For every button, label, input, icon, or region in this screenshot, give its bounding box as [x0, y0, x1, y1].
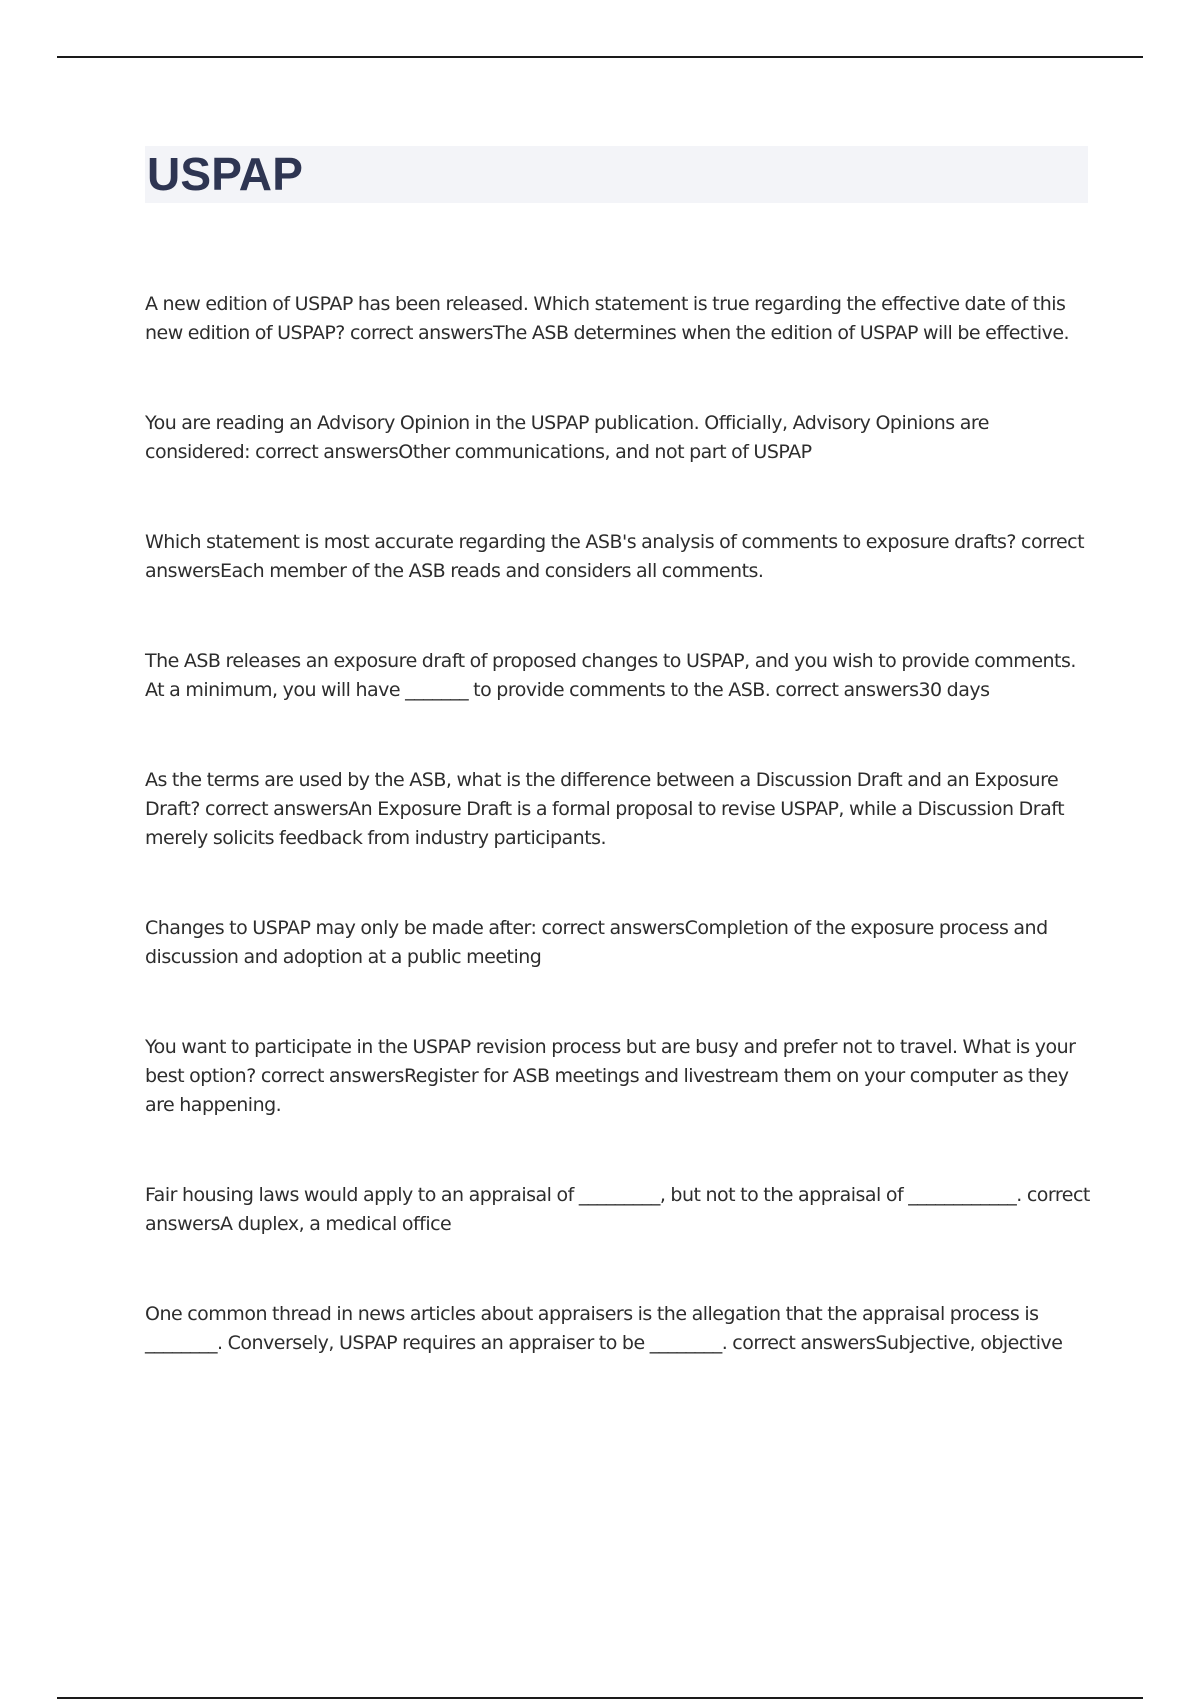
answer-text: Other communications, and not part of USPAP: [398, 441, 812, 463]
question-text: Changes to USPAP may only be made after:: [145, 917, 537, 939]
page-title: USPAP: [147, 148, 304, 200]
answer-label: correct answers: [260, 1065, 404, 1087]
answer-text: Completion of the exposure process and discussion and adoption at a public meeting: [145, 917, 1048, 968]
title-band: [145, 146, 1088, 203]
qa-item-9: [145, 1300, 1090, 1358]
qa-item-1: [145, 290, 1090, 348]
question-text: As the terms are used by the ASB, what is the difference between a Discussion Draft and an Exposure Draft?: [145, 769, 1059, 820]
answer-text: 30 days: [918, 679, 990, 701]
answer-label: correct answers: [541, 917, 685, 939]
question-text: One common thread in news articles about appraisers is the allegation that the appraisal process is ________. Conversely, USPAP requires an appraiser to be ________.: [145, 1303, 1039, 1354]
answer-label: correct answers: [145, 531, 1085, 582]
qa-item-5: [145, 766, 1090, 853]
question-text: You want to participate in the USPAP revision process but are busy and prefer not to travel. What is your best option?: [145, 1036, 1076, 1087]
answer-label: correct answers: [255, 441, 399, 463]
answer-label: correct answers: [775, 679, 919, 701]
answer-label: correct answers: [732, 1332, 876, 1354]
answer-text: Subjective, objective: [875, 1332, 1063, 1354]
question-text: The ASB releases an exposure draft of proposed changes to USPAP, and you wish to provide comments. At a minimum, you will have _______ to provide comments to the ASB.: [145, 650, 1076, 701]
qa-item-8: [145, 1181, 1090, 1239]
qa-item-2: [145, 409, 1090, 467]
answer-label: correct answers: [205, 798, 349, 820]
answer-text: Register for ASB meetings and livestream them on your computer as they are happening.: [145, 1065, 1069, 1116]
answer-label: correct answers: [145, 1184, 1090, 1235]
answer-label: correct answers: [349, 322, 494, 344]
qa-item-7: [145, 1033, 1090, 1120]
question-text: Which statement is most accurate regarding the ASB's analysis of comments to exposure drafts?: [145, 531, 1016, 553]
top-rule: [57, 56, 1143, 58]
question-text: A new edition of USPAP has been released. Which statement is true regarding the effective date of this new edition of USPAP?: [145, 293, 1066, 344]
answer-text: A duplex, a medical office: [220, 1213, 452, 1235]
qa-item-6: [145, 914, 1090, 972]
qa-item-4: [145, 647, 1090, 705]
answer-text: An Exposure Draft is a formal proposal to revise USPAP, while a Discussion Draft merely solicits feedback from industry participants.: [145, 798, 1065, 849]
answer-text: Each member of the ASB reads and considers all comments.: [220, 560, 764, 582]
question-text: Fair housing laws would apply to an appraisal of _________, but not to the appraisal of ____________.: [145, 1184, 1022, 1206]
qa-list: [145, 290, 1090, 1419]
bottom-rule: [57, 1697, 1143, 1699]
question-text: You are reading an Advisory Opinion in the USPAP publication. Officially, Advisory Opinions are considered:: [145, 412, 989, 463]
answer-text: The ASB determines when the edition of USPAP will be effective.: [493, 322, 1070, 344]
qa-item-3: [145, 528, 1090, 586]
